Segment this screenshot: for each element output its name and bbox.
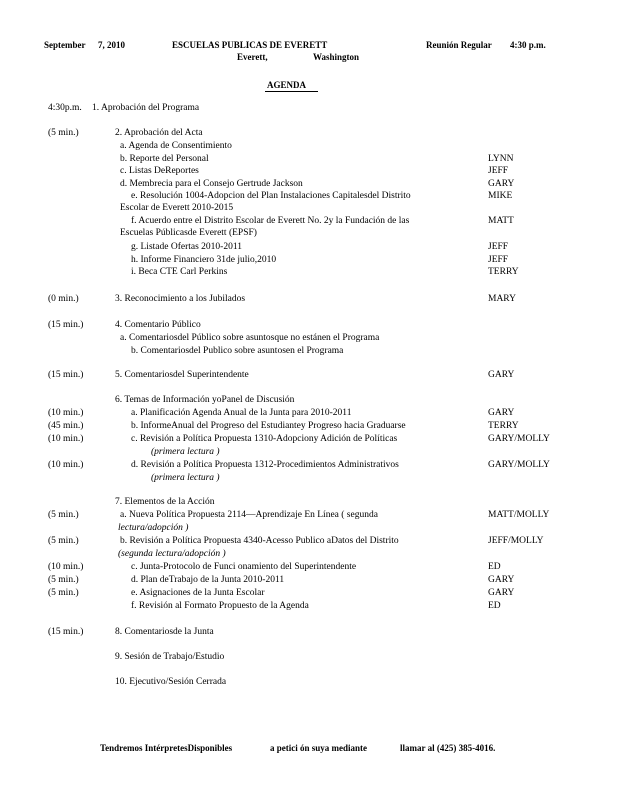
item-4-time: (15 min.) xyxy=(48,320,84,330)
item-6c-time: (10 min.) xyxy=(48,434,84,444)
item-6a-text: a. Planificación Agenda Anual de la Junta para 2010-2011 xyxy=(131,408,352,418)
header-meeting-type: Reunión Regular xyxy=(426,40,492,50)
item-7e-time: (5 min.) xyxy=(48,588,79,598)
item-6b-text: b. InformeAnual del Progreso del Estudiantey Progreso hacia Graduarse xyxy=(131,421,406,431)
item-5-text: 5. Comentariosdel Superintendente xyxy=(115,370,249,380)
item-6b-responsible: TERRY xyxy=(488,421,519,431)
item-3-text: 3. Reconocimiento a los Jubilados xyxy=(115,294,246,304)
item-6a-responsible: GARY xyxy=(488,408,515,418)
item-2e-text-cont: Escolar de Everett 2010-2015 xyxy=(120,203,234,213)
header-meeting-time: 4:30 p.m. xyxy=(510,40,546,50)
item-2h-responsible: JEFF xyxy=(488,255,509,265)
item-7a-responsible: MATT/MOLLY xyxy=(488,510,550,520)
item-4b-text: b. Comentariosdel Publico sobre asuntosen el Programa xyxy=(131,346,344,356)
item-8-time: (15 min.) xyxy=(48,627,84,637)
item-3-time: (0 min.) xyxy=(48,294,79,304)
item-10-text: 10. Ejecutivo/Sesión Cerrada xyxy=(115,677,227,687)
item-2f-responsible: MATT xyxy=(488,216,514,226)
item-6c-text: c. Revisión a Política Propuesta 1310-Adopciony Adición de Políticas xyxy=(131,434,398,444)
footer-phone: llamar al (425) 385-4016. xyxy=(400,743,496,753)
item-2f-text: f. Acuerdo entre el Distrito Escolar de Everett No. 2y la Fundación de las xyxy=(131,216,410,226)
item-3-responsible: MARY xyxy=(488,294,516,304)
item-2-text: 2. Aprobación del Acta xyxy=(115,128,203,138)
footer-interpreters: Tendremos IntérpretesDisponibles xyxy=(100,743,233,753)
item-5-time: (15 min.) xyxy=(48,370,84,380)
item-2e-responsible: MIKE xyxy=(488,191,513,201)
item-7b-reading: (segunda lectura/adopción ) xyxy=(118,549,226,559)
item-7e-responsible: GARY xyxy=(488,588,515,598)
item-7b-text: b. Revisión a Política Propuesta 4340-Acesso Publico aDatos del Distrito xyxy=(120,536,399,546)
item-2g-text: g. Listade Ofertas 2010-2011 xyxy=(131,242,242,252)
item-7e-text: e. Asignaciones de la Junta Escolar xyxy=(131,588,265,598)
item-7d-text: d. Plan deTrabajo de la Junta 2010-2011 xyxy=(131,575,285,585)
agenda-title: AGENDA xyxy=(267,80,307,90)
item-2-time: (5 min.) xyxy=(48,128,79,138)
item-9-text: 9. Sesión de Trabajo/Estudio xyxy=(115,652,225,662)
item-7a-time: (5 min.) xyxy=(48,510,79,520)
item-7b-time: (5 min.) xyxy=(48,536,79,546)
item-2i-responsible: TERRY xyxy=(488,267,519,277)
header-date-day: 7, 2010 xyxy=(98,40,125,50)
item-2b-text: b. Reporte del Personal xyxy=(120,154,209,164)
item-6b-time: (45 min.) xyxy=(48,421,84,431)
item-2f-text-cont: Escuelas Públicasde Everett (EPSF) xyxy=(120,228,257,238)
item-6-text: 6. Temas de Información yoPanel de Discusión xyxy=(115,395,295,405)
item-5-responsible: GARY xyxy=(488,370,515,380)
header-state: Washington xyxy=(313,52,360,62)
item-1-text: 1. Aprobación del Programa xyxy=(92,103,200,113)
item-7f-text: f. Revisión al Formato Propuesto de la Agenda xyxy=(131,601,309,611)
item-2c-responsible: JEFF xyxy=(488,166,509,176)
item-6d-text: d. Revisión a Política Propuesta 1312-Procedimientos Administrativos xyxy=(131,460,399,470)
agenda-title-underline xyxy=(265,91,318,92)
item-7a-text: a. Nueva Política Propuesta 2114—Aprendizaje En Línea ( segunda xyxy=(120,510,378,520)
item-2d-responsible: GARY xyxy=(488,179,515,189)
item-6d-time: (10 min.) xyxy=(48,460,84,470)
item-2b-responsible: LYNN xyxy=(488,154,514,164)
item-6a-time: (10 min.) xyxy=(48,408,84,418)
item-7a-reading: lectura/adopción ) xyxy=(118,523,189,533)
header-city: Everett, xyxy=(237,52,268,62)
header-date: September xyxy=(44,40,86,50)
item-6d-responsible: GARY/MOLLY xyxy=(488,460,550,470)
footer-request: a petici ón suya mediante xyxy=(270,743,368,753)
item-2c-text: c. Listas DeReportes xyxy=(120,166,199,176)
item-6d-reading: (primera lectura ) xyxy=(151,473,220,483)
item-2i-text: i. Beca CTE Carl Perkins xyxy=(131,267,228,277)
item-1-time: 4:30p.m. xyxy=(48,103,82,113)
item-7f-responsible: ED xyxy=(488,601,501,611)
item-2d-text: d. Membrecia para el Consejo Gertrude Jackson xyxy=(120,179,303,189)
item-4a-text: a. Comentariosdel Público sobre asuntosque no estánen el Programa xyxy=(120,333,380,343)
item-7c-text: c. Junta-Protocolo de Funci onamiento del Superintendente xyxy=(131,562,357,572)
item-2h-text: h. Informe Financiero 31de julio,2010 xyxy=(131,255,277,265)
item-7d-time: (5 min.) xyxy=(48,575,79,585)
item-2g-responsible: JEFF xyxy=(488,242,509,252)
item-6c-reading: (primera lectura ) xyxy=(151,447,220,457)
item-7-text: 7. Elementos de la Acción xyxy=(115,497,215,507)
item-6c-responsible: GARY/MOLLY xyxy=(488,434,550,444)
item-7b-responsible: JEFF/MOLLY xyxy=(488,536,544,546)
header-organization: ESCUELAS PUBLICAS DE EVERETT xyxy=(172,40,328,50)
item-7c-responsible: ED xyxy=(488,562,501,572)
item-7d-responsible: GARY xyxy=(488,575,515,585)
item-2e-text: e. Resolución 1004-Adopcion del Plan Instalaciones Capitalesdel Distrito xyxy=(131,191,411,201)
item-2a-text: a. Agenda de Consentimiento xyxy=(120,141,232,151)
item-8-text: 8. Comentariosde la Junta xyxy=(115,627,214,637)
item-4-text: 4. Comentario Público xyxy=(115,320,201,330)
item-7c-time: (10 min.) xyxy=(48,562,84,572)
